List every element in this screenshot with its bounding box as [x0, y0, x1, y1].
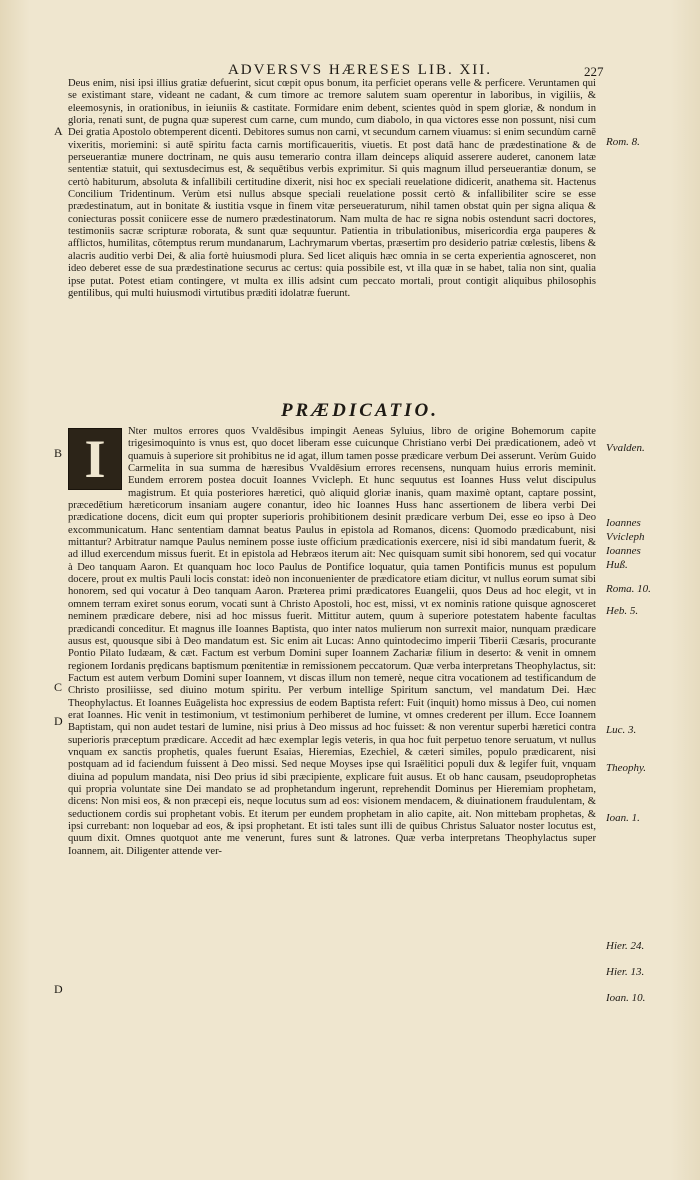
section-letter-a: A — [54, 124, 63, 138]
running-title: ADVERSVS HÆRESES LIB. XII. — [227, 62, 493, 78]
marginal-note-vvicleph: Vvicleph — [606, 531, 645, 543]
marginal-note-vvalden: Vvalden. — [606, 442, 645, 454]
section-letter-c: C — [54, 680, 63, 694]
section-letter-d-lower: D — [54, 982, 63, 996]
section-letter-b: B — [54, 446, 63, 460]
marginal-note-rom8: Rom. 8. — [606, 136, 640, 148]
decorated-initial: I — [68, 428, 122, 490]
marginal-note-luc3: Luc. 3. — [606, 724, 637, 736]
marginal-note-ioan10: Ioan. 10. — [606, 992, 646, 1004]
body-text-upper — [68, 78, 596, 396]
marginal-note-ioannes-2: Ioannes — [606, 545, 641, 557]
marginal-note-hier13: Hier. 13. — [606, 966, 645, 978]
paragraph-lower: Nter multos errores quos Vvaldēsibus impingit Aeneas Syluius, libro de origine Bohemorum capite trigesimoquinto is vnus est, quo docet liberam esse cuicunque Christiano verbi Dei prædicationem, adeò vt quamuis à superiore sit prohibitus ne id agat, illum tamen posse prædicare verbum Dei asserunt. Verùm Guido Carmelita in sua summa de hæresibus Vvaldēsium errores recensens, nunquam huius erroris meminit. Eundem errorem postea docuit Ioannes Vvicleph. Et hunc sequutus est Ioannes Huss velut discipulus magistrum. Et quia posteriores hæretici, quò aliquid gloriæ inanis, quam maximè optant, captare possint, præcedētium hæreticorum insaniam augere conantur, ideo hic Ioannes Huss hanc assertionem de libera verbi Dei prædicatione docens, dicit eum qui propter superioris prohibitionem desinit prædicare verbum Dei, esse eo ipso à Deo excommunicatum. Hanc sententiam damnat beatus Paulus in epistola ad Romanos, dicens: Quomodo prædicabunt, nisi mittantur? Arbitratur namque Paulus neminem posse iuste officium prædicationis exercere, nisi id sibi mandatum fuerit, & ad illud exercendum missus fuerit. Et in epistola ad Hebræos iterum ait: Nec quisquam sumit sibi honorem, sed qui vocatur à Deo tanquam Aaron. Et quanquam hoc loco Paulus de Pontifice loquatur, quia tamen Pontificis munus est populum docere, prout ex multis Pauli locis constat: ideò non inconuenienter de prædicatore etiam dicitur, vt nullus eorum sumat sibi honorem, sed qui vocatur à Deo tanquam Aaron. Præterea primi prædicatores Euangelii, quos Deus ad hoc elegit, vt in omnem terram exiret sonus eorum, vocati sunt à Christo Apostoli, hoc est, missi, vt ex nominis ratione quisque agnosceret neminem prædicare debere, nisi ad hoc missus fuerit. Mittitur autem, quum à superiore potestatem habente facultas prædicandi conceditur. Et magnus ille Ioannes Baptista, quo inter natos mulierum non surrexit maior, nunquam prædicare ausus est, quousque sibi à Deo mandatum est. Sic enim ait Lucas: Anno quintodecimo imperii Tiberii Cæsaris, procurante Pontio Pilato Iudæam, & cæt. Factum est verbum Domini super Ioannem Zachariæ filium in deserto: & venit in omnem regionem Iordanis prędicans baptismum pœnitentiæ in remissionem peccatorum. Quæ verba interpretans Theophylactus, sit: Factum est autem verbum Domini super Ioannem, vt discas illum non temerè, neque citra vocationem ad testificandum de Christo prosiliisse, sed diuino motum spiritu. Per verbum intellige Spiritum sanctum, vel mandatum Dei. Hæc Theophylactus. Et Ioannes Euāgelista hoc expressius de eodem Baptista refert: Fuit (inquit) homo missus à Deo, cui nomen erat Ioannes. Hic venit in testimonium, vt testimonium perhiberet de lumine, vt omnes crederent per illum. Ecce Ioannem Baptistam, qui non audet testari de lumine, nisi prius à Deo missus ad hoc fuisset: & non verentur superbi hæretici contra superioris præceptum prædicare. Accedit ad hæc exemplar legis veteris, in qua hoc fuit perpetuo tenore seruatum, vt nullus vnquam ex sanctis prophetis, quales fuerunt Esaias, Hieremias, Ezechiel, & cæteri similes, populo prædicarent, nisi postquam ad id faciendum fuissent à Deo missi. Sed neque Moyses ipse qui Israëlitici populi dux & legifer fuit, vnquam diuina ad populum mandata, nisi Deo prius id sibi præcipiente, explicare fuit ausus. Et ob hanc causam, pseudoprophetas qui propria voluntate sine Dei mandato se ad prophetandum ingerunt, reprehendit Dominus per Hieremiam prophetam, dicens: Non misi eos, & non præcepi eis, neque locutus sum ad eos: visionem mendacem, & diuinationem fraudulentam, & seductionem cordis sui prophetant vobis. Et iterum per eundem prophetam in alio capite, ait. Non mittebam prophetas, & ipsi currebant: non loquebar ad eos, & ipsi prophetant. Et isti tales sunt illi de quibus Christus Saluator noster locutus est, quum dixit. Omnes quotquot ante me venerunt, fures sunt & latrones. Quæ verba interpretans Theophylactus super Ioannem, ait. Diligenter attende ver- — [68, 426, 596, 857]
page-number: 227 — [584, 64, 604, 79]
section-title: PRÆDICATIO. — [280, 400, 440, 421]
marginal-note-hier24: Hier. 24. — [606, 940, 645, 952]
body-text-lower — [68, 426, 596, 1164]
marginal-note-ioan1: Ioan. 1. — [606, 812, 640, 824]
section-letter-d-upper: D — [54, 714, 63, 728]
marginal-note-roma10: Roma. 10. — [606, 583, 651, 595]
marginal-note-heb5: Heb. 5. — [606, 605, 639, 617]
marginal-note-ioannes-1: Ioannes — [606, 517, 641, 529]
paragraph-upper: Deus enim, nisi ipsi illius gratiæ defuerint, sicut cœpit opus bonum, ita perficiet operans velle & perficere. Veruntamen qui se existimant stare, videant ne cadant, & cum timore ac tremore salutem suam operentur in laboribus, in vigiliis, & eleemosynis, in orationibus, in ieiuniis & castitate. Formidare enim debent, scientes quòd in spem gloriæ, & nondum in gloria, renati sunt, de pugna quæ superest cum carne, cum mundo, cum diabolo, in qua victores esse non possunt, nisi cum Dei gratia Apostolo obtemperent dicenti. Debitores sumus non carni, vt secundum carnem viuamus: si enim secundùm carnē vixeritis, moriemini: si autē spiritu facta carnis mortificaueritis, viuetis. Et post datā hanc de prædestinatione & de perseuerantiæ munere doctrinam, ne quis ausu temerario contra illam deinceps aliquid asserere auderet, canonem latæ sententiæ statuit, qui sextusdecimus est, & sequētibus verbis exprimitur. Si quis magnum illud perseuerantiæ donum, se certò habiturum, absoluta & infallibili certitudine dixerit, nisi hoc ex speciali reuelatione didicerit, anathema sit. Hactenus Concilium Tridentinum. Verùm etsi nullus absque speciali reuelatione possit certò & infallibiliter scire se esse prædestinatum, aut in bonitate & iustitia vsque in finem vitæ perseueraturum, nihil tamen obstat quin per signa aliqua & coniecturas possit coniicere esse de numero prædestinatorum. Nam multa de hac re signa nobis ostendunt sacri doctores, testimoniis sacræ scripturæ roborata, & sunt quæ sequuntur. Patientia in tribulationibus, misericordia erga pauperes & afflictos, humilitas, cōtemptus rerum mundanarum, Lachrymarum vbertas, præsertim pro desiderio patriæ cœlestis, libens & alacris auditio verbi Dei, & alia fortè huiusmodi plura. Sed licet aliquis hæc omnia in se certa experientia agnosceret, non ideo deberet esse de sua prædestinatione securus ac certus: quia possibile est, vt illa quæ in se habet, talia non sint, qualia ipse putat. Potest etiam contingere, vt multa ex illis adsint cum peccato mortali, prout contigit aliquibus philosophis gentilibus, qui multi huiusmodi virtutibus præditi idolatræ fuerunt. — [68, 78, 596, 299]
marginal-note-theophy: Theophy. — [606, 762, 647, 774]
marginal-note-huss: Huß. — [606, 559, 628, 571]
